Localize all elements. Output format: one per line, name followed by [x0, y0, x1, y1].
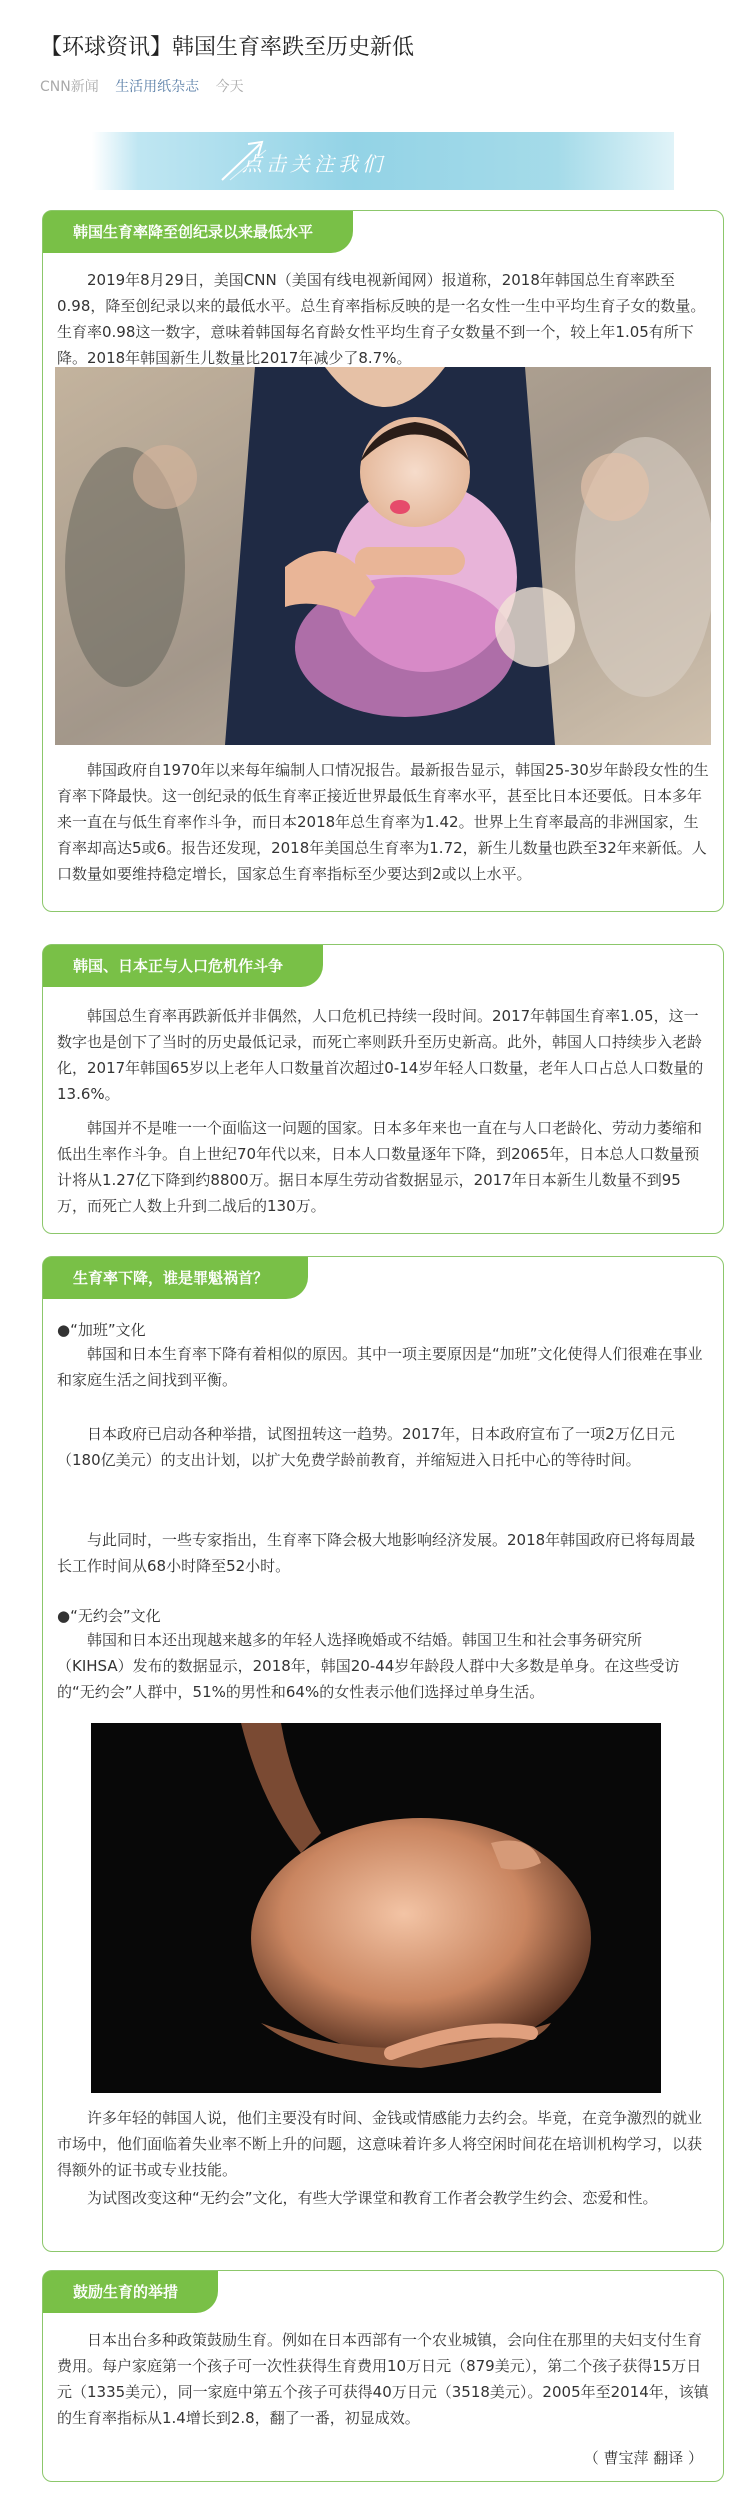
- section-population-crisis: [42, 944, 724, 1234]
- paragraph: 韩国和日本还出现越来越多的年轻人选择晚婚或不结婚。韩国卫生和社会事务研究所（KIHSA）发布的数据显示，2018年，韩国20-44岁年龄段人群中大多数是单身。在这些受访的“无约会”人群中，51%的男性和64%的女性表示他们选择过单身生活。: [57, 1631, 680, 1701]
- section-who-to-blame: [42, 1256, 724, 2252]
- paragraph: 为试图改变这种“无约会”文化，有些大学课堂和教育工作者会教学生约会、恋爱和性。: [87, 2189, 658, 2207]
- paragraph: 与此同时，一些专家指出，生育率下降会极大地影响经济发展。2018年韩国政府已将每周最长工作时间从68小时降至52小时。: [57, 1531, 696, 1575]
- paragraph: 韩国并不是唯一一个面临这一问题的国家。日本多年来也一直在与人口老龄化、劳动力萎缩和低出生率作斗争。自上世纪70年代以来，日本人口数量逐年下降，到2065年，日本总人口数量预计将从1.27亿下降到约8800万。据日本厚生劳动省数据显示，2017年日本新生儿数量不到95万，而死亡人数上升到二战后的130万。: [57, 1119, 703, 1215]
- article-title: 【环球资讯】韩国生育率跌至历史新低: [40, 35, 415, 60]
- bullet-overtime-culture: ●“加班”文化: [57, 1321, 146, 1339]
- paragraph: 韩国总生育率再跌新低并非偶然，人口危机已持续一段时间。2017年韩国生育率1.05，这一数字也是创下了当时的历史最低记录，而死亡率则跃升至历史新高。此外，韩国人口持续步入老龄化，2017年韩国65岁以上老年人口数量首次超过0-14岁年轻人口数量，老年人口占总人口数量的13.6%。: [57, 1007, 704, 1103]
- section-encourage-birth: [42, 2270, 724, 2482]
- paragraph: 韩国和日本生育率下降有着相似的原因。其中一项主要原因是“加班”文化使得人们很难在事业和家庭生活之间找到平衡。: [57, 1345, 703, 1389]
- publish-date: 今天: [215, 79, 244, 95]
- article-meta: [40, 76, 256, 96]
- section-heading: 韩国、日本正与人口危机作斗争: [43, 945, 323, 987]
- section-birthrate-low: [42, 210, 724, 912]
- section-heading: 生育率下降，谁是罪魁祸首？: [43, 1257, 308, 1299]
- photo-pregnant-belly: [91, 1723, 661, 2093]
- bullet-no-dating-culture: ●“无约会”文化: [57, 1607, 161, 1625]
- source-label: CNN新闻: [40, 79, 99, 95]
- paragraph: 许多年轻的韩国人说，他们主要没有时间、金钱或情感能力去约会。毕竟，在竞争激烈的就业市场中，他们面临着失业率不断上升的问题，这意味着许多人将空闲时间花在培训机构学习，以获得额外的证书或专业技能。: [57, 2109, 703, 2179]
- section-heading: 鼓励生育的举措: [43, 2271, 218, 2313]
- translator-credit: （ 曹宝萍 翻译 ）: [583, 2449, 703, 2467]
- follow-banner[interactable]: [92, 132, 674, 190]
- follow-banner-text: 点击关注我们: [242, 152, 386, 176]
- section-heading: 韩国生育率降至创纪录以来最低水平: [43, 211, 353, 253]
- paragraph: 2019年8月29日，美国CNN（美国有线电视新闻网）报道称，2018年韩国总生育率跌至0.98，降至创纪录以来的最低水平。总生育率指标反映的是一名女性一生中平均生育子女的数量。生育率0.98这一数字，意味着韩国每名育龄女性平均生育子女数量不到一个，较上年1.05有所下降。2018年韩国新生儿数量比2017年减少了8.7%。: [57, 271, 706, 367]
- account-link[interactable]: 生活用纸杂志: [115, 79, 200, 95]
- paragraph: 日本政府已启动各种举措，试图扭转这一趋势。2017年，日本政府宣布了一项2万亿日元（180亿美元）的支出计划，以扩大免费学龄前教育，并缩短进入日托中心的等待时间。: [57, 1425, 675, 1469]
- paragraph: 韩国政府自1970年以来每年编制人口情况报告。最新报告显示，韩国25-30岁年龄段女性的生育率下降最快。这一创纪录的低生育率正接近世界最低生育率水平，甚至比日本还要低。日本多年来一直在与低生育率作斗争，而日本2018年总生育率为1.42。世界上生育率最高的非洲国家，生育率却高达5或6。报告还发现，2018年美国总生育率为1.72，新生儿数量也跌至32年来新低。人口数量如要维持稳定增长，国家总生育率指标至少要达到2或以上水平。: [57, 761, 709, 883]
- paragraph: 日本出台多种政策鼓励生育。例如在日本西部有一个农业城镇，会向住在那里的夫妇支付生育费用。每户家庭第一个孩子可一次性获得生育费用10万日元（879美元），第二个孩子获得15万日元（1335美元），同一家庭中第五个孩子可获得40万日元（3518美元）。2005年至2014年，该镇的生育率指标从1.4增长到2.8，翻了一番，初显成效。: [57, 2331, 709, 2427]
- photo-mother-baby: [55, 367, 711, 745]
